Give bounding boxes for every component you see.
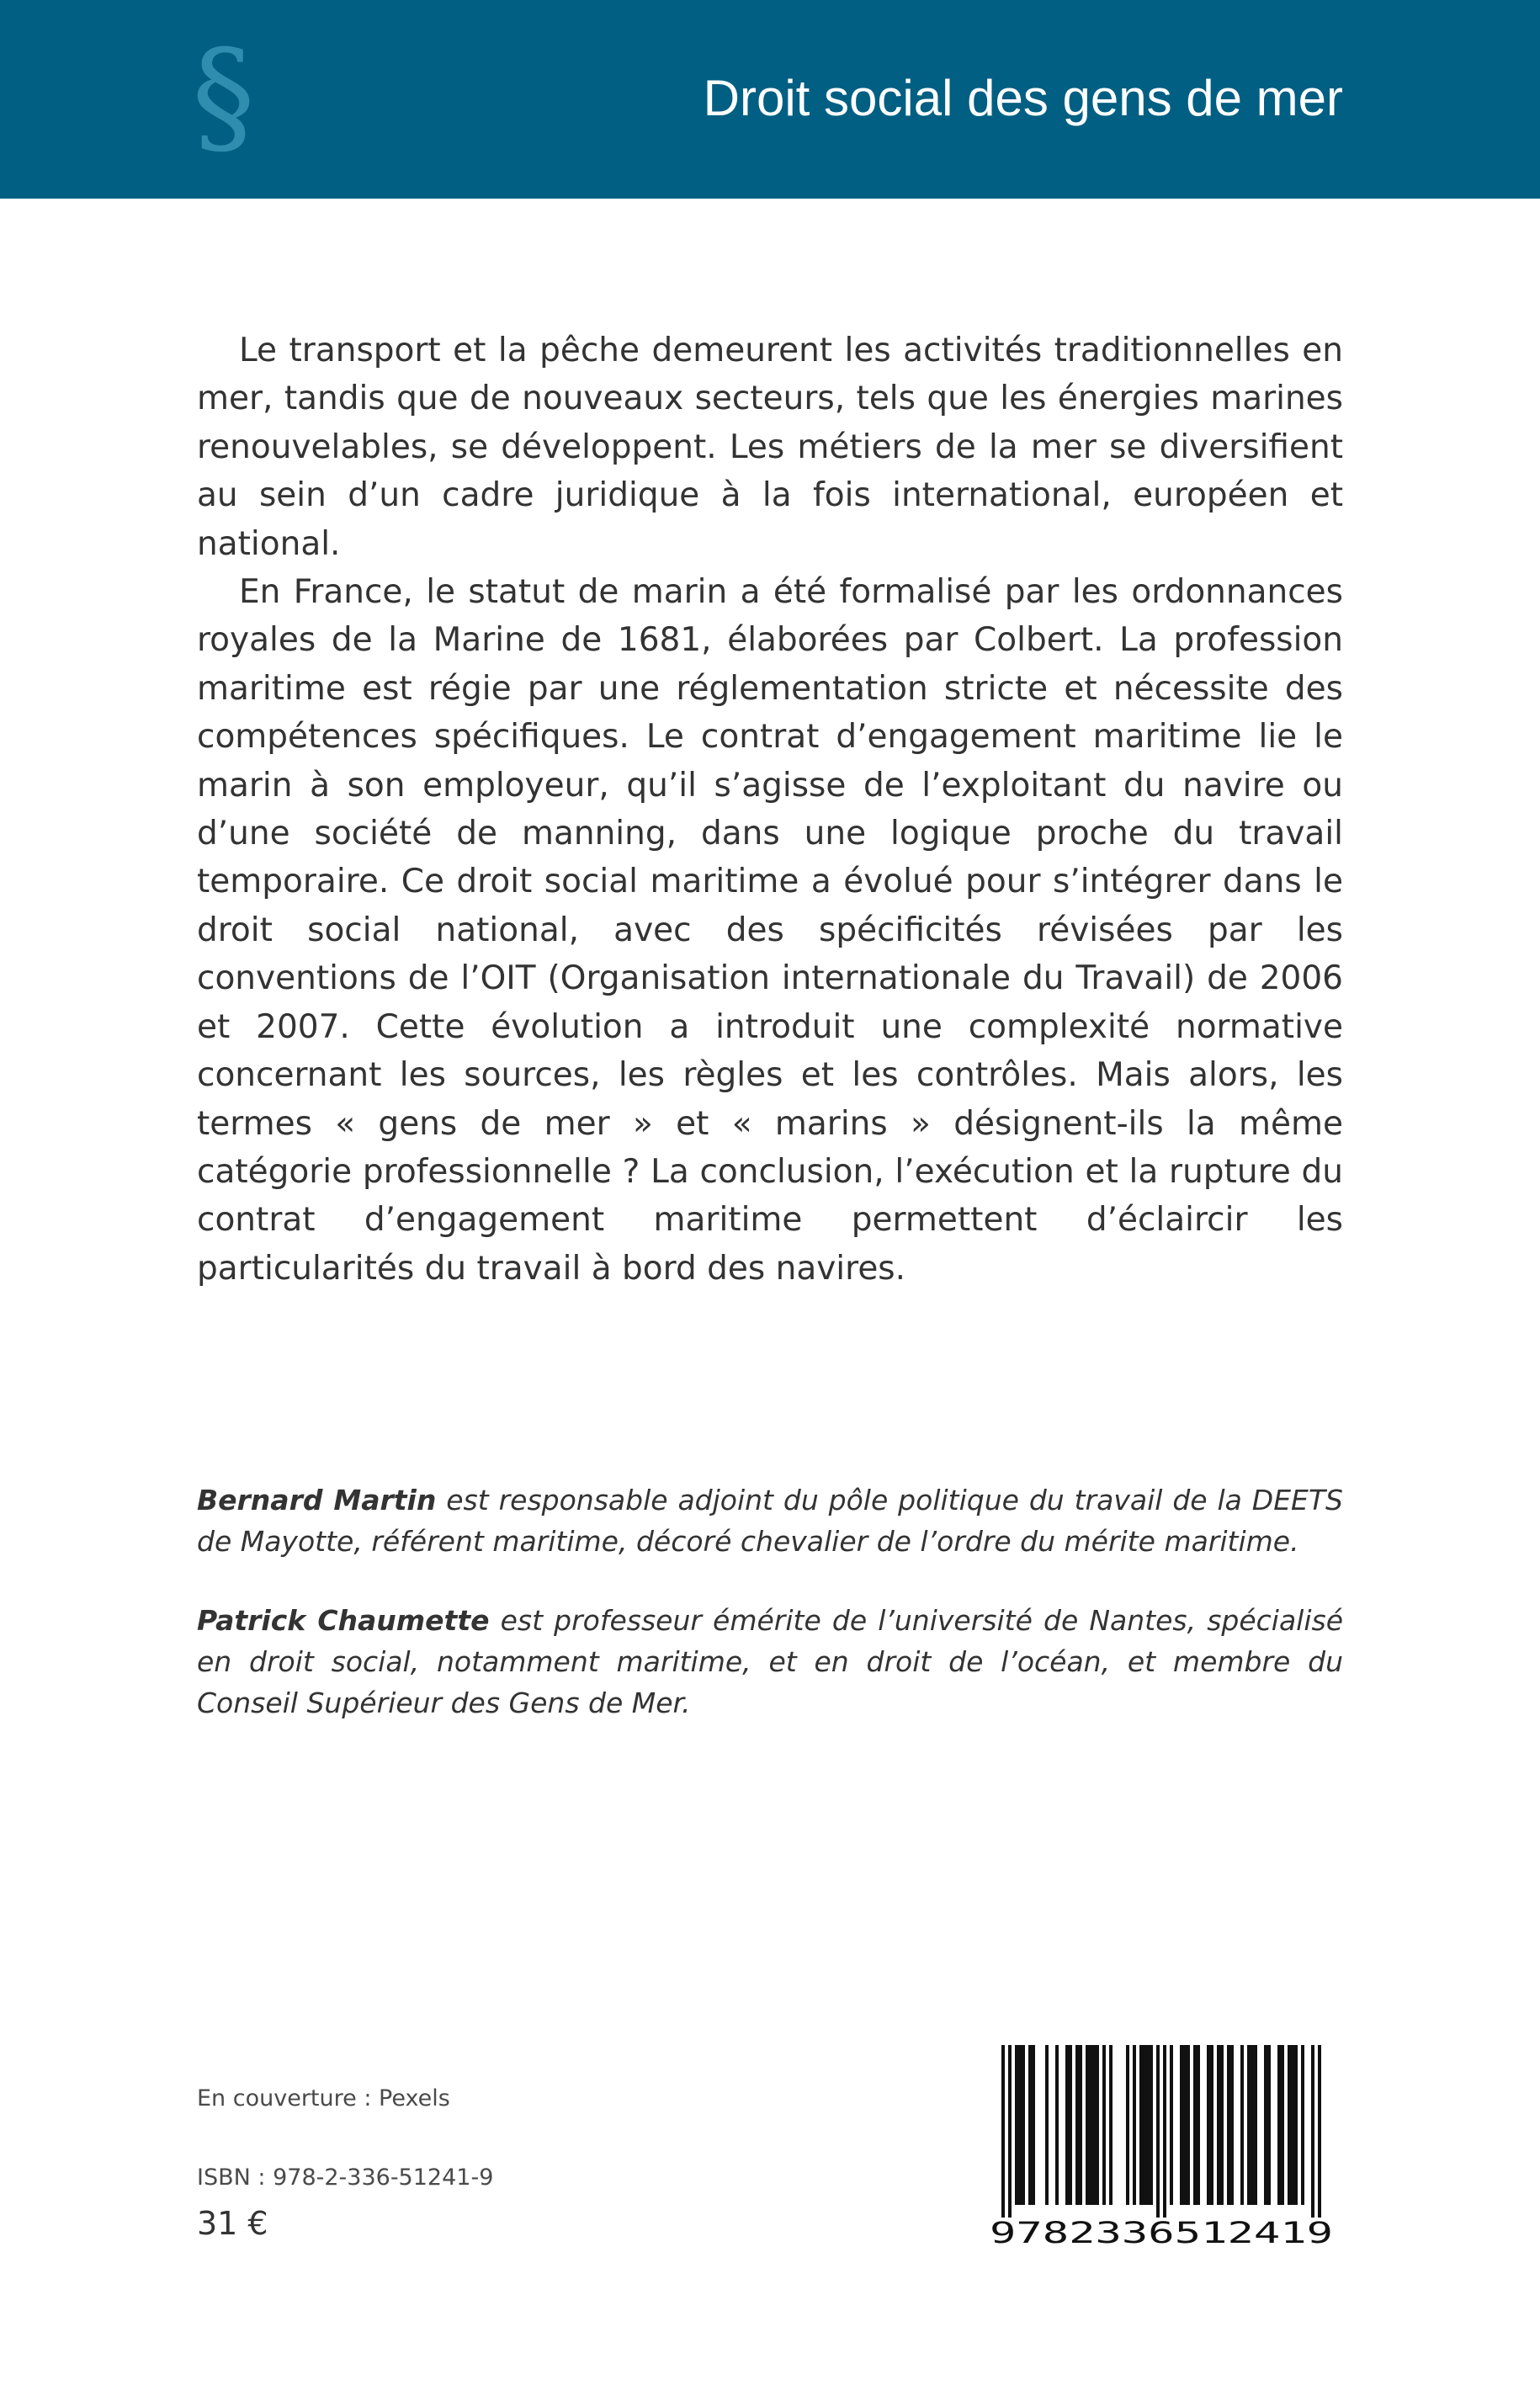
price-label: 31 € [197,2205,268,2242]
author-bios [197,1479,1343,1761]
barcode-bar [1197,2045,1200,2205]
barcode-bar [1217,2045,1220,2205]
barcode-bar [1055,2045,1059,2205]
cover-credit: En couverture : Pexels [197,2085,450,2111]
barcode-bar [1089,2045,1092,2205]
barcode-bar [1240,2045,1244,2205]
barcode-bar [1032,2045,1035,2205]
barcode-graphic [981,2045,1341,2247]
barcode-bar [1096,2045,1099,2205]
barcode-bar [1001,2045,1005,2218]
barcode-bar [1069,2045,1072,2205]
barcode-bar [1079,2045,1082,2205]
barcode-bar [1288,2045,1291,2205]
barcode-bar [1015,2045,1018,2205]
barcode-bar [1143,2045,1146,2205]
section-symbol-logo: § [192,24,255,170]
barcode-bar [1220,2045,1224,2205]
book-summary [197,327,1343,1293]
barcode-bar [1183,2045,1187,2205]
barcode-bar [1254,2045,1257,2205]
summary-paragraph: Le transport et la pêche demeurent les activités traditionnelles en mer, tandis que de nouveaux secteurs, tels que les énergies marines renouvelables, se développent. Les métiers de la mer se diversifient au sein d’un cadre juridique à la fois international, européen et national. [197,332,1343,563]
author-bio [197,1479,1343,1562]
series-title: Droit social des gens de mer [703,70,1343,126]
barcode-bar [1075,2045,1079,2205]
barcode-bar [1028,2045,1032,2205]
barcode-bar [1264,2045,1267,2205]
barcode-bar [1146,2045,1150,2205]
barcode-bar [1291,2045,1294,2205]
barcode-bar [1156,2045,1160,2218]
barcode-bar [1227,2045,1230,2205]
barcode-bar [1092,2045,1096,2205]
barcode-bar [1277,2045,1281,2205]
barcode-bar [1065,2045,1069,2205]
author-name: Bernard Martin [197,1484,437,1517]
barcode-digits: 9782336512419 [990,2217,1333,2247]
barcode-bar [1247,2045,1251,2205]
barcode-bar [1018,2045,1022,2205]
barcode-bar [1150,2045,1153,2205]
barcode-bar [1045,2045,1049,2205]
barcode-bar [1193,2045,1197,2205]
barcode-bar [1180,2045,1183,2205]
barcode-bar [1163,2045,1166,2218]
barcode-bar [1022,2045,1025,2205]
isbn-label: ISBN : 978-2-336-51241-9 [197,2165,494,2191]
author-bio-text: est responsable adjoint du pôle politique du travail de la DEETS de Mayotte, référent maritime, décoré chevalier de l’ordre du mérite maritime. [197,1484,1344,1558]
barcode-bar [1086,2045,1089,2205]
barcode-bar [1281,2045,1284,2205]
barcode-bar [1133,2045,1136,2205]
barcode-bar [1294,2045,1298,2205]
barcode-bar [1251,2045,1254,2205]
barcode-bar [1109,2045,1113,2205]
barcode-bar [1207,2045,1210,2205]
isbn-barcode [981,2045,1341,2247]
author-bio-text: est professeur émérite de l’université de Nantes, spécialisé en droit social, notamment maritime, et en droit de l’océan, et membre du Conseil Supérieur des Gens de Mer. [197,1604,1344,1719]
barcode-bar [1301,2045,1304,2205]
author-bio [197,1600,1343,1724]
barcode-bar [1008,2045,1012,2218]
barcode-bar [1210,2045,1213,2205]
barcode-bar [1126,2045,1129,2205]
author-name: Patrick Chaumette [197,1604,490,1637]
barcode-bar [1187,2045,1190,2205]
barcode-bar [1230,2045,1234,2205]
barcode-bar [1311,2045,1314,2218]
header-banner [0,0,1540,199]
barcode-bar [1170,2045,1173,2205]
barcode-bar [1102,2045,1106,2205]
summary-paragraph: En France, le statut de marin a été formalisé par les ordonnances royales de la Marine de 1681, élaborées par Colbert. La profession maritime est régie par une réglementation stricte et nécessite des compétences spécifiques. Le contrat d’engagement maritime lie le marin à son employeur, qu’il s’agisse de l’exploitant du navire ou d’une société de manning, dans une logique proche du travail temporaire. Ce droit social maritime a évolué pour s’intégrer dans le droit social national, avec des spécificités révisées par les conventions de l’OIT (Organisation internationale du Travail) de 2006 et 2007. Cette évolution a introduit une complexité normative concernant les sources, les règles et les contrôles. Mais alors, les termes « gens de mer » et « marins » désignent-ils la même catégorie professionnelle ? La conclusion, l’exécution et la rupture du contrat d’engagement maritime permettent d’éclaircir les particularités du travail à bord des navires. [197,573,1343,1288]
barcode-bar [1267,2045,1271,2205]
barcode-bar [1318,2045,1321,2218]
barcode-bar [1139,2045,1143,2205]
